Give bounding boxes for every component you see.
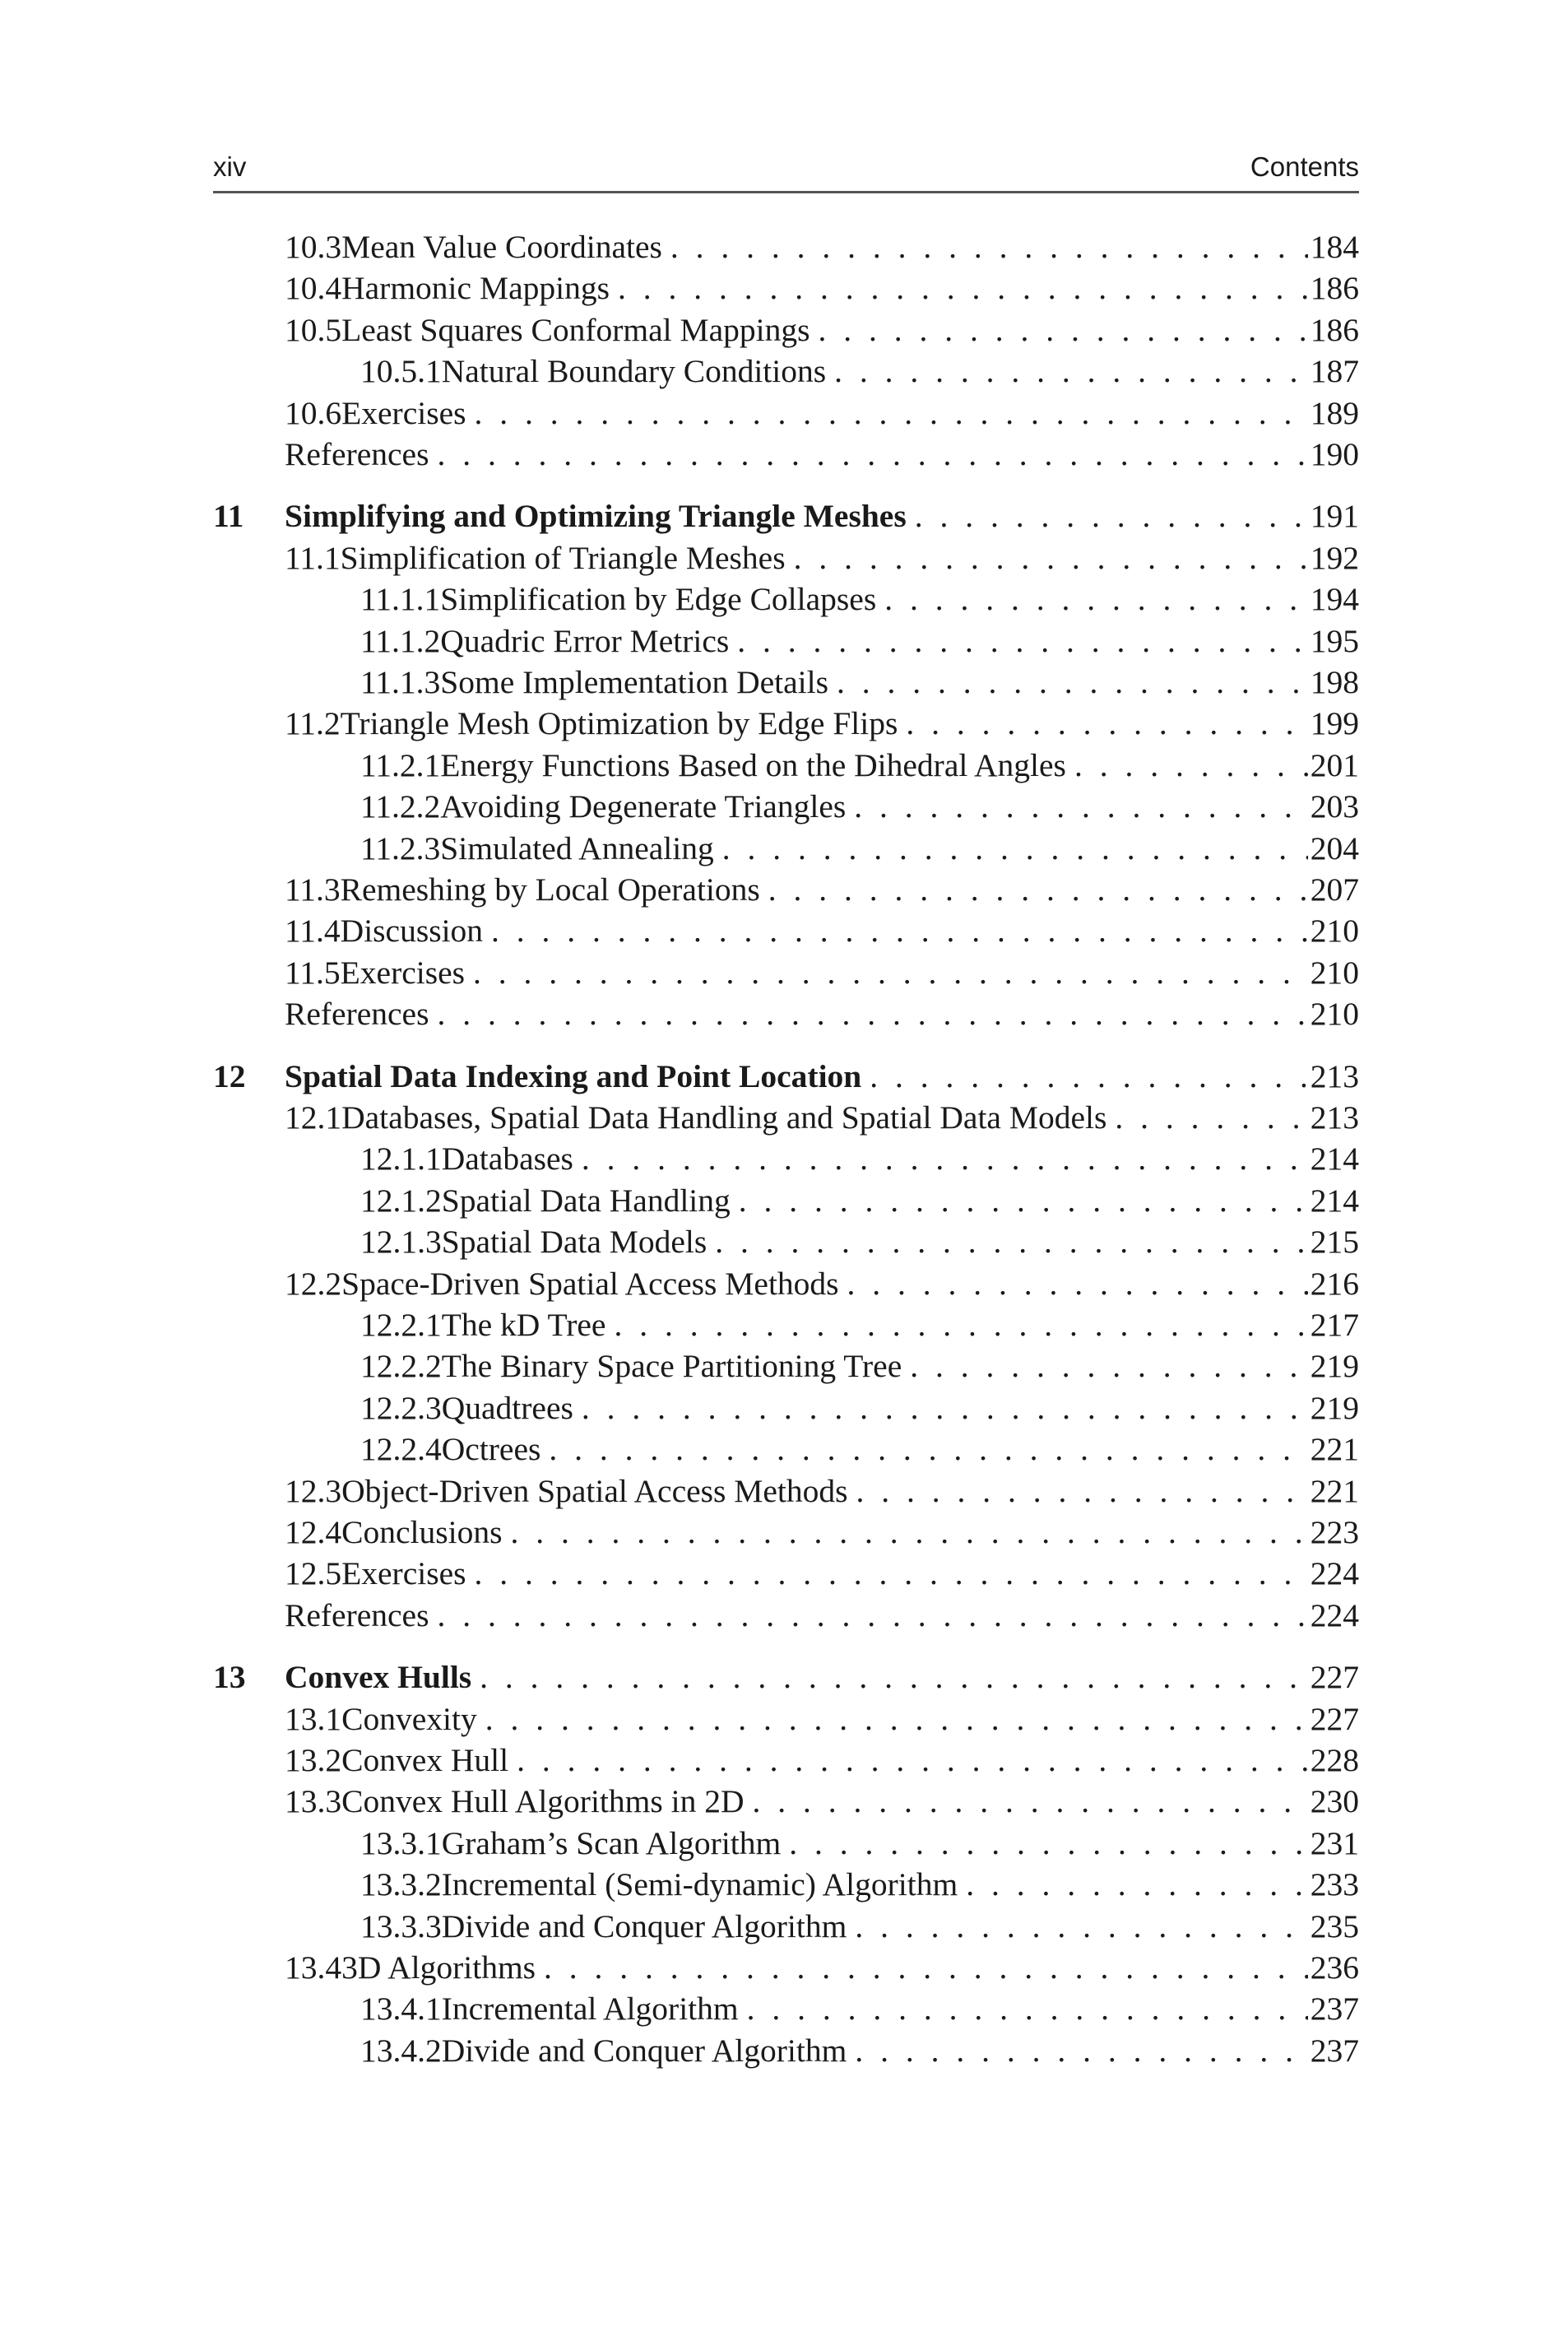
toc-subsection-entry — [213, 1138, 1359, 1179]
toc-entry-title: The Binary Space Partitioning Tree — [441, 1348, 902, 1385]
toc-entry-content — [285, 226, 1359, 267]
toc-section-number: 11.1.2 — [360, 622, 441, 659]
toc-page-number: 210 — [1310, 913, 1359, 950]
toc-page-number: 189 — [1310, 394, 1359, 431]
toc-entry-title: Mean Value Coordinates — [341, 229, 662, 265]
toc-entry-title: Avoiding Degenerate Triangles — [440, 788, 847, 825]
dot-leader — [465, 952, 1308, 993]
toc-page-number: 230 — [1310, 1783, 1359, 1820]
toc-section-entry — [213, 1698, 1359, 1740]
toc-page-number: 236 — [1310, 1949, 1359, 1986]
dot-leader — [471, 1656, 1308, 1698]
toc-section-number: 13.2 — [285, 1742, 342, 1778]
toc-page-number: 213 — [1310, 1099, 1359, 1136]
dot-leader — [839, 1263, 1308, 1304]
dot-leader — [846, 786, 1308, 827]
toc-page-number: 219 — [1310, 1389, 1359, 1426]
toc-page-number: 198 — [1310, 664, 1359, 700]
dot-leader — [729, 620, 1308, 662]
toc-entry-title: Exercises — [340, 954, 466, 991]
dot-leader — [429, 1595, 1308, 1636]
dot-leader — [714, 828, 1308, 869]
toc-entry-title: Quadric Error Metrics — [440, 622, 730, 659]
toc-entry-title: Graham’s Scan Algorithm — [441, 1824, 782, 1861]
dot-leader — [502, 1512, 1308, 1553]
toc-section-number: 10.3 — [285, 229, 342, 265]
toc-entry-content — [285, 434, 1359, 475]
toc-page-number: 215 — [1310, 1224, 1359, 1261]
toc-subsection-entry — [213, 786, 1359, 827]
toc-entry-title: Spatial Data Indexing and Point Location — [285, 1057, 862, 1094]
toc-section-number: 13.4.2 — [360, 2032, 442, 2069]
toc-entry-title: Incremental Algorithm — [441, 1991, 739, 2028]
toc-entry-content — [285, 869, 1359, 910]
toc-entry-title: Conclusions — [341, 1514, 503, 1550]
toc-entry-title: Databases — [441, 1140, 573, 1178]
dot-leader — [466, 393, 1308, 434]
toc-section-number: 11.2.1 — [360, 746, 441, 783]
toc-entry-content — [285, 267, 1359, 309]
toc-entry-content — [360, 1138, 1359, 1179]
toc-page-number: 207 — [1310, 871, 1359, 908]
toc-page-number: 191 — [1310, 498, 1359, 535]
toc-entry-title: Octrees — [441, 1431, 541, 1468]
toc-subsection-entry — [213, 745, 1359, 786]
dot-leader — [847, 2030, 1308, 2071]
toc-section-entry — [213, 952, 1359, 993]
dot-leader — [826, 351, 1308, 392]
toc-entry-title: Some Implementation Details — [440, 664, 829, 700]
toc-section-entry — [213, 1781, 1359, 1822]
toc-entry-title: Convex Hulls — [285, 1659, 472, 1696]
dot-leader — [429, 434, 1308, 475]
toc-entry-content — [285, 1097, 1359, 1138]
toc-entry-title: Remeshing by Local Operations — [340, 871, 760, 908]
toc-entry-content — [285, 1781, 1359, 1822]
toc-subsection-entry — [213, 1180, 1359, 1221]
toc-page-number: 192 — [1310, 539, 1359, 576]
toc-chapter-entry — [213, 495, 1359, 537]
dot-leader — [902, 1345, 1308, 1387]
toc-section-number: 10.4 — [285, 270, 342, 307]
toc-entry-content — [285, 1595, 1359, 1636]
toc-section-number: 11.4 — [285, 913, 341, 950]
toc-page-number: 199 — [1310, 705, 1359, 742]
toc-entry-content — [360, 1304, 1359, 1345]
toc-section-number: 12.2.4 — [360, 1431, 442, 1468]
toc-entry-content — [285, 1512, 1359, 1553]
toc-section-entry — [213, 910, 1359, 951]
dot-leader — [781, 1823, 1308, 1864]
dot-leader — [508, 1740, 1308, 1781]
toc-section-number: 12.2.2 — [360, 1348, 442, 1385]
toc-entry-title: Exercises — [341, 1555, 466, 1592]
toc-chapter-number: 11 — [213, 498, 244, 535]
toc-entry-content — [360, 1906, 1359, 1947]
toc-section-entry — [213, 869, 1359, 910]
toc-page-number: 227 — [1310, 1700, 1359, 1737]
toc-entry-content — [360, 662, 1359, 703]
dot-leader — [907, 495, 1308, 537]
toc-chapter-number: 12 — [213, 1057, 246, 1094]
toc-page-number: 219 — [1310, 1348, 1359, 1385]
dot-leader — [731, 1180, 1308, 1221]
toc-entry-title: Convex Hull — [341, 1742, 509, 1778]
toc-entry-content — [360, 1345, 1359, 1387]
toc-page-number: 214 — [1310, 1140, 1359, 1178]
toc-section-number: 13.3.2 — [360, 1866, 442, 1903]
toc-entry-content — [285, 537, 1359, 578]
page-number: xiv — [213, 151, 247, 182]
toc-section-number: 12.1.3 — [360, 1224, 442, 1261]
dot-leader — [828, 662, 1308, 703]
dot-leader — [662, 226, 1308, 267]
toc-page-number: 194 — [1310, 581, 1359, 618]
toc-entry-content — [285, 952, 1359, 993]
toc-subsection-entry — [213, 1304, 1359, 1345]
toc-entry-content — [360, 1180, 1359, 1221]
dot-leader — [540, 1429, 1308, 1470]
toc-section-number: 12.2.1 — [360, 1307, 442, 1343]
toc-subsection-entry — [213, 1864, 1359, 1905]
toc-subsection-entry — [213, 662, 1359, 703]
toc-section-entry — [213, 1512, 1359, 1553]
toc-entry-title: Divide and Conquer Algorithm — [441, 1907, 847, 1944]
toc-entry-title: Energy Functions Based on the Dihedral Angles — [440, 746, 1066, 783]
toc-entry-title: Simulated Annealing — [440, 829, 714, 866]
toc-entry-title: Exercises — [341, 394, 466, 431]
dot-leader — [958, 1864, 1308, 1905]
toc-entry-title: Divide and Conquer Algorithm — [441, 2032, 847, 2069]
toc-entry-title: Simplification of Triangle Meshes — [340, 539, 786, 576]
toc-entry-content — [285, 1740, 1359, 1781]
toc-section-entry — [213, 537, 1359, 578]
toc-section-number: 10.5.1 — [360, 353, 442, 390]
toc-entry-title: Spatial Data Handling — [441, 1182, 731, 1219]
toc-section-entry — [213, 1097, 1359, 1138]
dot-leader — [610, 267, 1308, 309]
toc-entry-content — [360, 1387, 1359, 1429]
toc-page-number: 228 — [1310, 1742, 1359, 1778]
toc-subsection-entry — [213, 2030, 1359, 2071]
dot-leader — [847, 1906, 1308, 1947]
toc-page-number: 223 — [1310, 1514, 1359, 1550]
toc-section-entry — [213, 1263, 1359, 1304]
dot-leader — [707, 1221, 1308, 1262]
dot-leader — [848, 1470, 1308, 1512]
toc-section-number: 13.1 — [285, 1700, 342, 1737]
toc-entry-title: Least Squares Conformal Mappings — [341, 311, 810, 348]
toc-section-number: 11.1.1 — [360, 581, 441, 618]
toc-subsection-entry — [213, 1823, 1359, 1864]
toc-page-number: 216 — [1310, 1265, 1359, 1302]
toc-entry-content — [285, 1947, 1359, 1988]
toc-section-number: 12.1 — [285, 1099, 342, 1136]
toc-entry-content — [285, 1263, 1359, 1304]
dot-leader — [810, 309, 1308, 351]
toc-page-number: 235 — [1310, 1907, 1359, 1944]
toc-section-number: 11.3 — [285, 871, 341, 908]
toc-section-number: 13.3.1 — [360, 1824, 442, 1861]
toc-page-number: 233 — [1310, 1866, 1359, 1903]
toc-subsection-entry — [213, 1387, 1359, 1429]
dot-leader — [573, 1387, 1308, 1429]
toc-subsection-entry — [213, 351, 1359, 392]
toc-entry-content — [360, 2030, 1359, 2071]
toc-section-number: 11.2.3 — [360, 829, 441, 866]
toc-entry-title: Convex Hull Algorithms in 2D — [341, 1783, 745, 1820]
toc-entry-title: Discussion — [340, 913, 484, 950]
toc-entry-title: Incremental (Semi-dynamic) Algorithm — [441, 1866, 958, 1903]
toc-section-number: 12.2.3 — [360, 1389, 442, 1426]
toc-entry-title: 3D Algorithms — [341, 1949, 536, 1986]
toc-section-number: 10.6 — [285, 394, 342, 431]
toc-page-number: 227 — [1310, 1659, 1359, 1696]
toc-section-entry — [213, 1470, 1359, 1512]
running-title: Contents — [1250, 151, 1359, 182]
toc-entry-content — [360, 786, 1359, 827]
toc-chapter-entry — [213, 1656, 1359, 1698]
toc-page-number: 213 — [1310, 1057, 1359, 1094]
toc-subsection-entry — [213, 578, 1359, 620]
toc-page-number: 187 — [1310, 353, 1359, 390]
toc-entry-title: Object-Driven Spatial Access Methods — [341, 1472, 848, 1509]
toc-entry-content — [360, 578, 1359, 620]
dot-leader — [861, 1056, 1308, 1097]
toc-section-entry — [213, 393, 1359, 434]
dot-leader — [898, 703, 1308, 744]
running-header — [213, 151, 1359, 183]
toc-entry-content — [360, 351, 1359, 392]
toc-section-number: 13.4 — [285, 1949, 342, 1986]
toc-entry-content — [285, 993, 1359, 1034]
toc-section-number: 13.3 — [285, 1783, 342, 1820]
dot-leader — [477, 1698, 1308, 1740]
toc-entry-content — [360, 828, 1359, 869]
toc-entry-title: Triangle Mesh Optimization by Edge Flips — [340, 705, 898, 742]
dot-leader — [760, 869, 1308, 910]
toc-section-entry — [213, 434, 1359, 475]
dot-leader — [536, 1947, 1308, 1988]
toc-entry-content — [285, 309, 1359, 351]
dot-leader — [429, 993, 1308, 1034]
dot-leader — [876, 578, 1308, 620]
toc-section-entry — [213, 703, 1359, 744]
toc-section-number: 12.5 — [285, 1555, 342, 1592]
toc-subsection-entry — [213, 1429, 1359, 1470]
dot-leader — [605, 1304, 1308, 1345]
toc-page-number: 184 — [1310, 229, 1359, 265]
dot-leader — [786, 537, 1308, 578]
toc-entry-content — [360, 745, 1359, 786]
toc-section-number: 12.1.2 — [360, 1182, 442, 1219]
toc-section-number: 11.5 — [285, 954, 341, 991]
toc-page-number: 224 — [1310, 1555, 1359, 1592]
toc-page-number: 203 — [1310, 788, 1359, 825]
toc-entry-content — [360, 1823, 1359, 1864]
toc-section-number: 12.3 — [285, 1472, 342, 1509]
toc-page-number: 210 — [1310, 996, 1359, 1033]
toc-entry-title: Quadtrees — [441, 1389, 573, 1426]
toc-section-number: 10.5 — [285, 311, 342, 348]
toc-entry-content — [285, 1553, 1359, 1594]
toc-entry-content — [285, 1470, 1359, 1512]
toc-entry-title: Simplification by Edge Collapses — [440, 581, 877, 618]
dot-leader — [573, 1138, 1308, 1179]
toc-subsection-entry — [213, 1988, 1359, 2029]
toc-section-entry — [213, 309, 1359, 351]
toc-chapter-entry — [213, 1056, 1359, 1097]
toc-page-number: 204 — [1310, 829, 1359, 866]
toc-entry-content — [285, 393, 1359, 434]
toc-section-number: 12.2 — [285, 1265, 342, 1302]
toc-section-entry — [213, 1947, 1359, 1988]
toc-entry-content — [285, 910, 1359, 951]
toc-entry-title: Harmonic Mappings — [341, 270, 610, 307]
toc-page-number: 186 — [1310, 270, 1359, 307]
dot-leader — [739, 1988, 1308, 2029]
toc-section-number: 11.2.2 — [360, 788, 441, 825]
toc-entry-content — [360, 1221, 1359, 1262]
toc-entry-title: Simplifying and Optimizing Triangle Meshes — [285, 498, 907, 535]
dot-leader — [466, 1553, 1308, 1594]
toc-section-entry — [213, 1553, 1359, 1594]
toc-section-entry — [213, 993, 1359, 1034]
toc-entry-title: Convexity — [341, 1700, 477, 1737]
toc-subsection-entry — [213, 828, 1359, 869]
toc-section-entry — [213, 1595, 1359, 1636]
toc-section-number: 11.1.3 — [360, 664, 441, 700]
toc-entry-title: References — [285, 436, 429, 472]
toc-section-entry — [213, 1740, 1359, 1781]
toc-entry-content — [285, 1698, 1359, 1740]
toc-chapter-number: 13 — [213, 1659, 246, 1696]
toc-page-number: 221 — [1310, 1431, 1359, 1468]
toc-section-number: 11.2 — [285, 705, 341, 742]
toc-section-number: 13.4.1 — [360, 1991, 442, 2028]
toc-entry-content — [360, 1429, 1359, 1470]
toc-page-number: 201 — [1310, 746, 1359, 783]
dot-leader — [1106, 1097, 1308, 1138]
toc-entry-content — [360, 620, 1359, 662]
toc-section-number: 13.3.3 — [360, 1907, 442, 1944]
toc-section-number: 12.4 — [285, 1514, 342, 1550]
toc-page-number: 237 — [1310, 1991, 1359, 2028]
toc-entry-title: References — [285, 996, 429, 1033]
dot-leader — [1066, 745, 1308, 786]
toc-page-number: 224 — [1310, 1596, 1359, 1633]
toc-entry-content — [285, 1056, 1359, 1097]
toc-section-entry — [213, 226, 1359, 267]
toc-section-number: 12.1.1 — [360, 1140, 442, 1178]
toc-subsection-entry — [213, 1906, 1359, 1947]
toc-entry-title: Databases, Spatial Data Handling and Spatial Data Models — [341, 1099, 1107, 1136]
toc-entry-content — [285, 1656, 1359, 1698]
toc-page-number: 186 — [1310, 311, 1359, 348]
toc-entry-title: Spatial Data Models — [441, 1224, 707, 1261]
toc-page-number: 231 — [1310, 1824, 1359, 1861]
toc-page-number: 214 — [1310, 1182, 1359, 1219]
toc-entry-title: The kD Tree — [441, 1307, 606, 1343]
toc-entry-title: Space-Driven Spatial Access Methods — [341, 1265, 839, 1302]
toc-page-number: 210 — [1310, 954, 1359, 991]
toc-subsection-entry — [213, 620, 1359, 662]
toc-entry-content — [360, 1864, 1359, 1905]
toc-page-number: 190 — [1310, 436, 1359, 472]
header-rule — [213, 191, 1359, 193]
dot-leader — [483, 910, 1308, 951]
toc-entry-title: References — [285, 1596, 429, 1633]
toc-entry-title: Natural Boundary Conditions — [441, 353, 827, 390]
toc-entry-content — [285, 495, 1359, 537]
toc-subsection-entry — [213, 1221, 1359, 1262]
toc-section-entry — [213, 267, 1359, 309]
toc-page-number: 221 — [1310, 1472, 1359, 1509]
toc-entry-content — [285, 703, 1359, 744]
toc-page-number: 195 — [1310, 622, 1359, 659]
toc-page-number: 237 — [1310, 2032, 1359, 2069]
toc-page-number: 217 — [1310, 1307, 1359, 1343]
dot-leader — [745, 1781, 1309, 1822]
toc-entry-content — [360, 1988, 1359, 2029]
toc-subsection-entry — [213, 1345, 1359, 1387]
toc-section-number: 11.1 — [285, 539, 341, 576]
